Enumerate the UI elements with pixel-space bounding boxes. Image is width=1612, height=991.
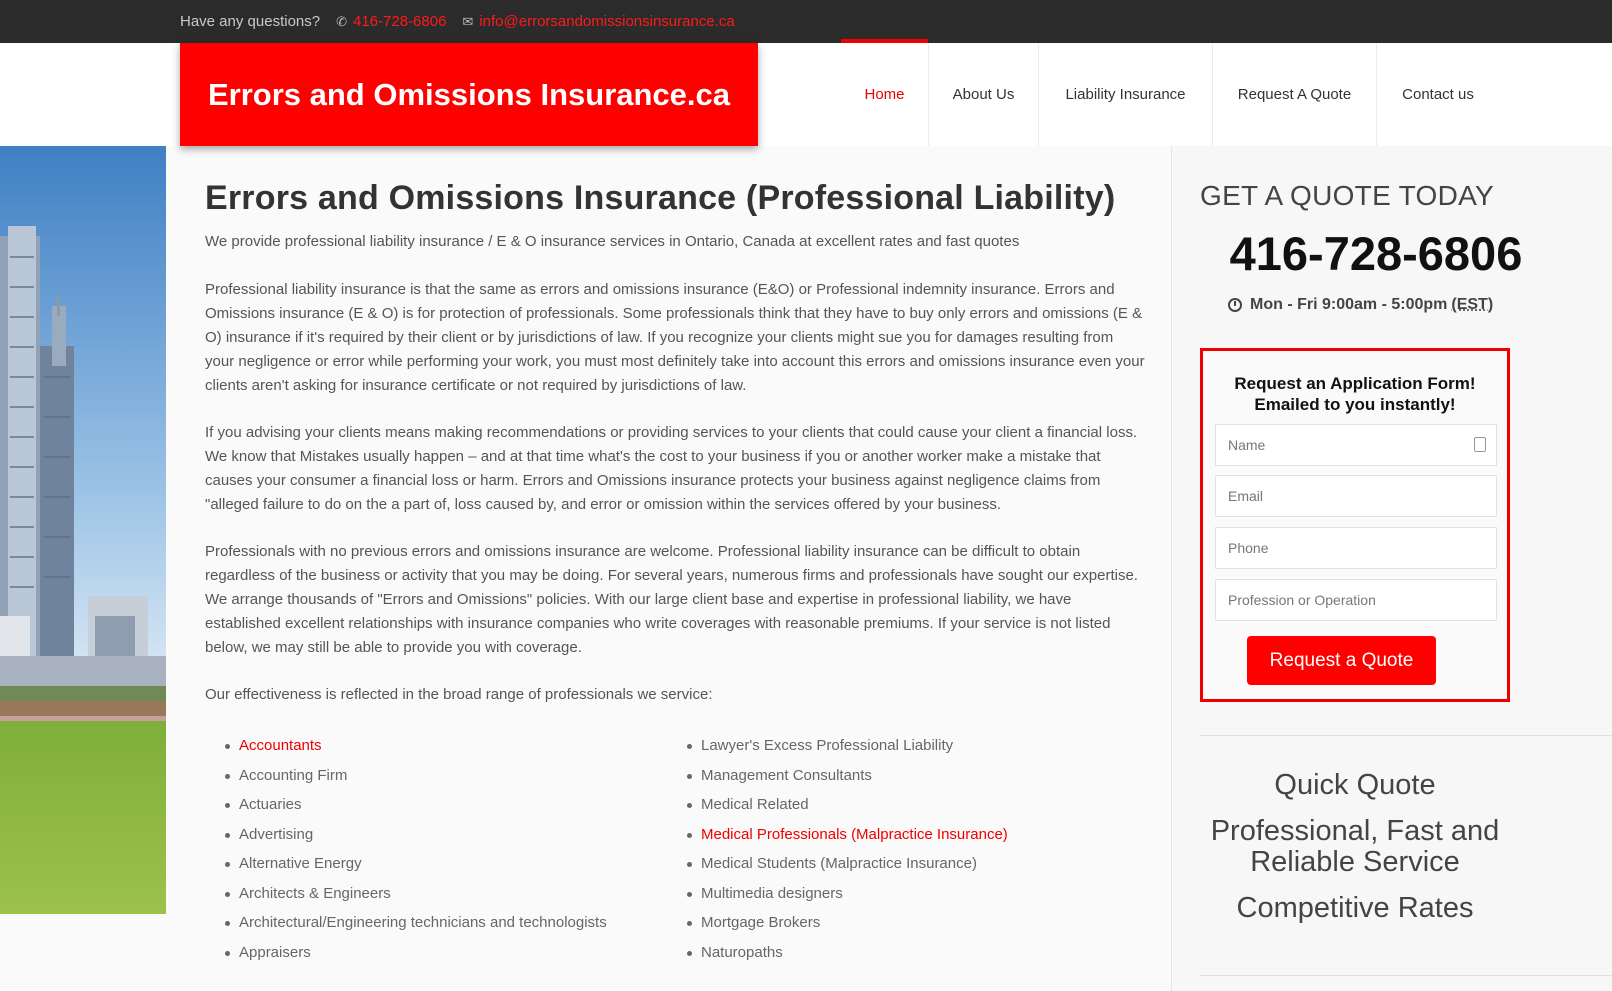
email-input[interactable] (1215, 475, 1497, 517)
professions-lists (205, 731, 1145, 967)
quote-heading: GET A QUOTE TODAY (1200, 180, 1495, 211)
application-form (1200, 348, 1510, 702)
sidebar-separator (1200, 975, 1612, 976)
questions-label: Have any questions? (180, 13, 321, 30)
list-item: Alternative Energy (205, 849, 667, 879)
request-quote-button[interactable]: Request a Quote (1247, 636, 1436, 685)
list-item: Medical Students (Malpractice Insurance) (667, 849, 1008, 879)
body-paragraph-4: Our effectiveness is reflected in the broad range of professionals we service: (205, 686, 713, 703)
body-paragraph-3: Professionals with no previous errors and omissions insurance are welcome. Professional liability insurance can be difficult to obtain regardless of the business or activity that you may be doing. For several years, numerous firms and professionals have sought our expertise. We arrange thousands of "Errors and Omissions" policies. With our large client base and expertise in professional liability, we have established excellent relationships with insurance companies who write coverages with reasonable premiums. If your service is not listed below, we may still be able to provide you with coverage. (205, 543, 1138, 656)
profession-input[interactable] (1215, 579, 1497, 621)
timezone-abbr: (EST) (1451, 296, 1494, 313)
body-paragraph-2: If you advising your clients means making recommendations or providing services to your clients that could cause your client a financial loss. We know that Mistakes usually happen – and at that time what's the cost to your business if you or another worker make a mistake that causes your consumer a financial loss or harm. Errors and Omissions insurance protects your business against negligence claims from "alleged failure to do on the a part of, loss caused by, and error or omission within the services offered by your business. (205, 424, 1138, 513)
list-item: Accounting Firm (205, 761, 667, 791)
list-item: Medical Related (667, 790, 1008, 820)
list-item: Actuaries (205, 790, 667, 820)
phone-input[interactable] (1215, 527, 1497, 569)
list-item: Architectural/Engineering technicians and technologists (205, 908, 667, 938)
nav-about-us[interactable]: About Us (929, 43, 1039, 146)
list-item: Mortgage Brokers (667, 908, 1008, 938)
list-item[interactable]: Medical Professionals (Malpractice Insurance) (667, 820, 1008, 850)
profession-placeholder: Profession or Operation (1228, 592, 1376, 608)
clock-icon (1228, 298, 1242, 312)
list-item: Management Consultants (667, 761, 1008, 791)
nav-contact-us[interactable]: Contact us (1402, 86, 1474, 103)
main-nav (841, 43, 1499, 146)
email-placeholder: Email (1228, 488, 1264, 504)
hero-skyline-image (0, 146, 166, 914)
rates-tagline: Competitive Rates (1236, 892, 1474, 924)
nav-request-a-quote[interactable]: Request A Quote (1213, 43, 1377, 146)
phone-icon: ✆ (336, 13, 347, 29)
page-title: Errors and Omissions Insurance (Professional Liability) (205, 179, 1116, 217)
sidebar-separator (1200, 735, 1612, 736)
phone-placeholder: Phone (1228, 540, 1269, 556)
list-item: Advertising (205, 820, 667, 850)
professions-list-left (205, 731, 667, 967)
hours-text: Mon - Fri 9:00am - 5:00pm (1250, 296, 1448, 313)
topbar-email-link[interactable]: info@errorsandomissionsinsurance.ca (479, 13, 735, 30)
sidebar-phone[interactable]: 416-728-6806 (1229, 227, 1523, 280)
list-item: Architects & Engineers (205, 879, 667, 909)
nav-home[interactable]: Home (841, 43, 929, 146)
form-heading (1203, 373, 1507, 415)
site-logo[interactable]: Errors and Omissions Insurance.ca (180, 43, 758, 146)
quick-quote-heading: Quick Quote (1274, 769, 1436, 801)
form-heading-line-1: Request an Application Form! (1234, 374, 1476, 393)
sidebar (1172, 146, 1612, 991)
service-tagline: Professional, Fast and Reliable Service (1210, 815, 1500, 878)
name-placeholder: Name (1228, 437, 1266, 453)
list-item: Lawyer's Excess Professional Liability (667, 731, 1008, 761)
business-hours (1228, 296, 1493, 314)
list-item[interactable]: Accountants (205, 731, 667, 761)
topbar-phone-link[interactable]: 416-728-6806 (353, 13, 447, 30)
intro-paragraph: We provide professional liability insurance / E & O insurance services in Ontario, Canada at excellent rates and fast quotes (205, 233, 1020, 250)
list-item: Naturopaths (667, 938, 1008, 968)
main-content (205, 146, 1145, 967)
body-paragraph-1: Professional liability insurance is that the same as errors and omissions insurance (E&O) or Professional indemnity insurance. Errors and Omissions insurance (E & O) is for protection of professionals. Some professionals think that they have to buy only errors and omissions (E & O) insurance if it's required by their client or by jurisdictions of law. If you recognize your clients might sue you for damages resulting from your negligence or error while performing your work, you must most definitely take into account this errors and omissions insurance even your clients aren't asking for insurance certificate or not required by jurisdictions of law. (205, 281, 1145, 394)
contact-card-icon (1474, 437, 1486, 452)
professions-list-right (667, 731, 1008, 967)
form-heading-line-2: Emailed to you instantly! (1254, 395, 1456, 414)
top-bar (0, 0, 1612, 43)
nav-liability-insurance[interactable]: Liability Insurance (1039, 43, 1213, 146)
list-item: Multimedia designers (667, 879, 1008, 909)
envelope-icon: ✉ (462, 13, 474, 29)
name-input[interactable] (1215, 424, 1497, 466)
list-item: Appraisers (205, 938, 667, 968)
